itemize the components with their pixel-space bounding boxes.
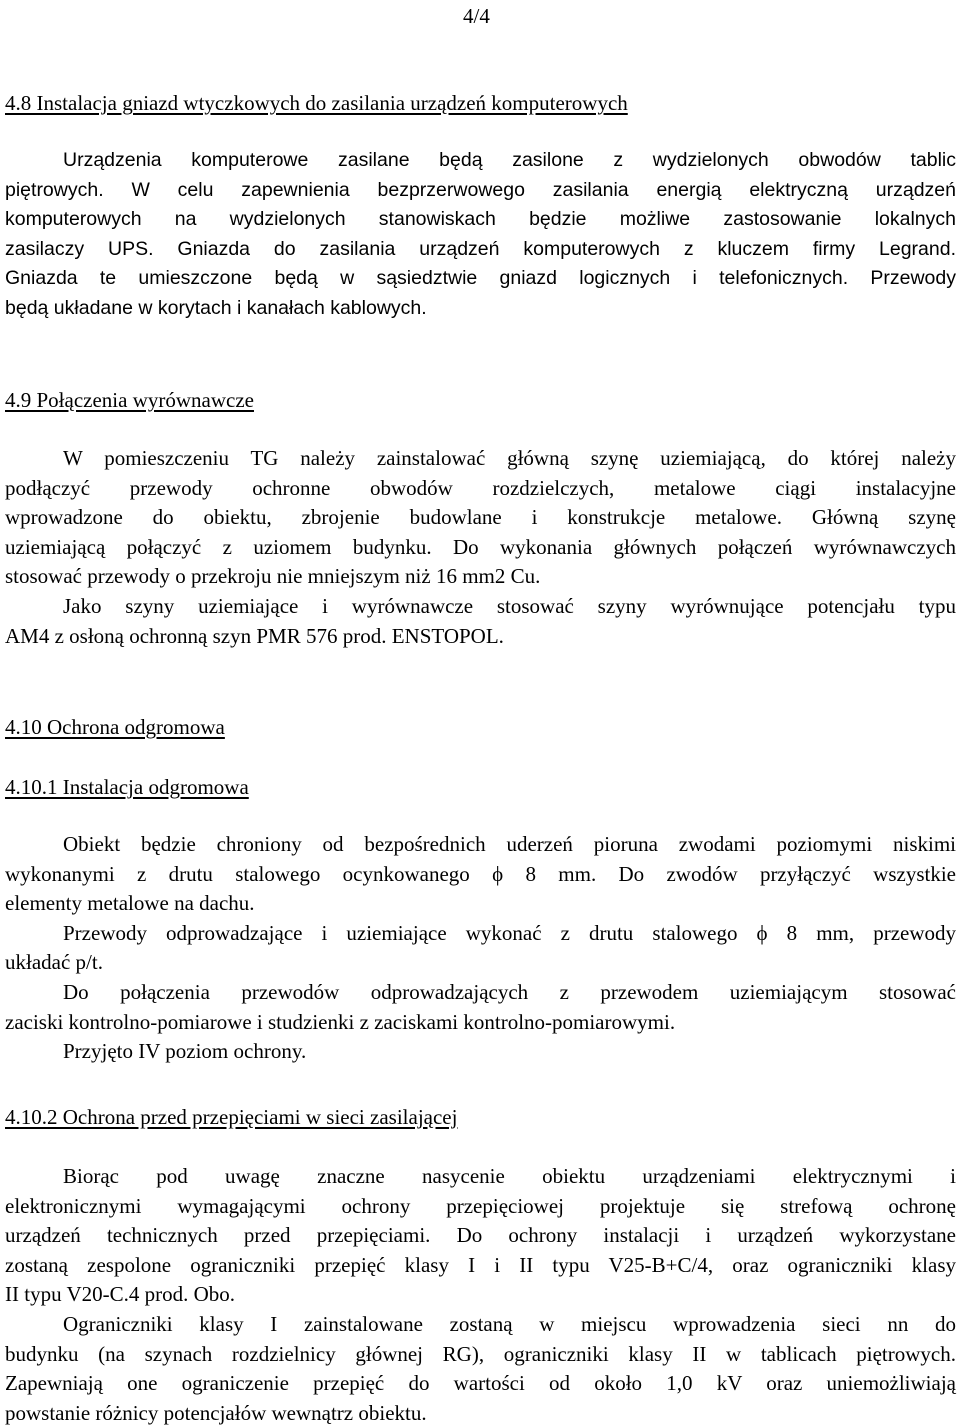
section-heading-4-8: 4.8 Instalacja gniazd wtyczkowych do zasilania urządzeń komputerowych — [5, 91, 628, 115]
paragraph-line: II typu V20-C.4 prod. Obo. — [5, 1282, 236, 1307]
section-4-9-paragraph — [5, 444, 956, 651]
section-4-10-1-paragraph — [5, 830, 956, 1067]
paragraph-line: będą układane w korytach i kanałach kablowych. — [5, 296, 427, 319]
paragraph-line: AM4 z osłoną ochronną szyn PMR 576 prod. ENSTOPOL. — [5, 623, 504, 648]
paragraph-line: Jako szyny uziemiające i wyrównawcze stosować szyny wyrównujące potencjału typu — [63, 593, 956, 618]
paragraph-line: podłączyć przewody ochronne obwodów rozdzielczych, metalowe ciągi instalacyjne — [5, 475, 956, 500]
section-heading-4-10-2: 4.10.2 Ochrona przed przepięciami w sieci zasilającej — [5, 1105, 458, 1129]
paragraph-line: komputerowych na wydzielonych stanowiskach będzie możliwe zastosowanie lokalnych — [5, 208, 956, 231]
paragraph-line: wprowadzone do obiektu, zbrojenie budowlane i konstrukcje metalowe. Główną szynę — [5, 505, 956, 530]
section-4-10-2-paragraph — [5, 1162, 956, 1428]
section-heading-4-9: 4.9 Połączenia wyrównawcze — [5, 388, 254, 412]
paragraph-line: stosować przewody o przekroju nie mniejszym niż 16 mm2 Cu. — [5, 564, 541, 589]
paragraph-line: Ograniczniki klasy I zainstalowane zostaną w miejscu wprowadzenia sieci nn do — [63, 1311, 956, 1336]
paragraph-line: urządzeń technicznych przed przepięciami. Do ochrony instalacji i urządzeń wykorzystane — [5, 1223, 956, 1248]
paragraph-line: elektronicznymi wymagającymi ochrony przepięciowej projektuje się strefową ochronę — [5, 1193, 956, 1218]
paragraph-line: zasilaczy UPS. Gniazda do zasilania urządzeń komputerowych z kluczem firmy Legrand. — [5, 237, 956, 260]
paragraph-line: Obiekt będzie chroniony od bezpośrednich uderzeń pioruna zwodami poziomymi niskimi — [63, 832, 956, 856]
paragraph-line: Zapewniają one ograniczenie przepięć do wartości od około 1,0 kV oraz uniemożliwiają — [5, 1371, 956, 1396]
paragraph-line: zostaną zespolone ograniczniki przepięć klasy I i II typu V25-B+C/4, oraz ograniczniki klasy — [5, 1252, 956, 1277]
paragraph-line: Przewody odprowadzające i uziemiające wykonać z drutu stalowego ϕ 8 mm, przewody — [63, 920, 956, 945]
section-4-8-paragraph — [5, 146, 956, 324]
paragraph-line: zaciski kontrolno-pomiarowe i studzienki z zaciskami kontrolno-pomiarowymi. — [5, 1009, 676, 1034]
paragraph-line: Gniazda te umieszczone będą w sąsiedztwie gniazd logicznych i telefonicznych. Przewody — [5, 267, 956, 290]
paragraph-line: Urządzenia komputerowe zasilane będą zasilone z wydzielonych obwodów tablic — [63, 149, 956, 171]
page-number: 4/4 — [463, 4, 490, 28]
paragraph-line: piętrowych. W celu zapewnienia bezprzerwowego zasilania energią elektryczną urządzeń — [5, 178, 956, 201]
paragraph-line: Przyjęto IV poziom ochrony. — [63, 1039, 307, 1064]
paragraph-line: powstanie różnicy potencjałów wewnątrz obiektu. — [5, 1400, 427, 1425]
paragraph-line: wykonanymi z drutu stalowego ocynkowanego ϕ 8 mm. Do zwodów przyłączyć wszystkie — [5, 861, 956, 886]
paragraph-line: elementy metalowe na dachu. — [5, 891, 255, 916]
paragraph-line: Do połączenia przewodów odprowadzających z przewodem uziemiającym stosować — [63, 979, 956, 1004]
section-heading-4-10: 4.10 Ochrona odgromowa — [5, 715, 225, 739]
paragraph-line: W pomieszczeniu TG należy zainstalować główną szynę uziemiającą, do której należy — [63, 446, 956, 470]
paragraph-line: budynku (na szynach rozdzielnicy głównej RG), ograniczniki klasy II w tablicach piętrowych. — [5, 1341, 956, 1366]
paragraph-line: Biorąc pod uwagę znaczne nasycenie obiektu urządzeniami elektrycznymi i — [63, 1164, 956, 1188]
paragraph-line: uziemiającą połączyć z uziomem budynku. Do wykonania głównych połączeń wyrównawczych — [5, 534, 956, 559]
section-heading-4-10-1: 4.10.1 Instalacja odgromowa — [5, 775, 249, 799]
paragraph-line: układać p/t. — [5, 950, 103, 975]
